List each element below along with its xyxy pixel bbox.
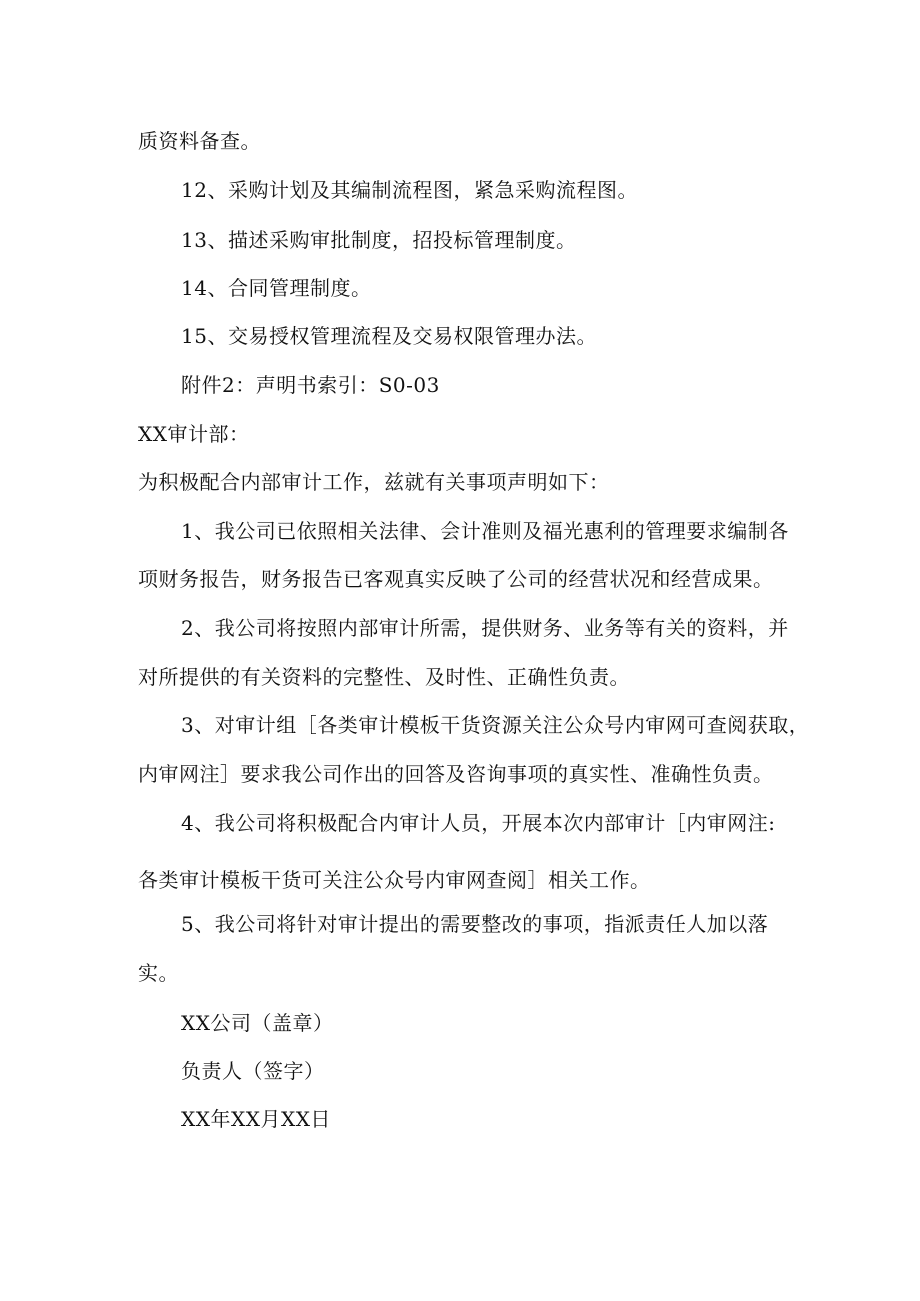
declaration-intro: 为积极配合内部审计工作，兹就有关事项声明如下： xyxy=(138,470,610,494)
declaration-item-1-line-2: 项财务报告，财务报告已客观真实反映了公司的经营状况和经营成果。 xyxy=(138,567,774,591)
list-item-14: 14、合同管理制度。 xyxy=(181,276,372,300)
list-item-15: 15、交易授权管理流程及交易权限管理办法。 xyxy=(181,324,597,348)
declaration-item-3-line-2: 内审网注］要求我公司作出的回答及咨询事项的真实性、准确性负责。 xyxy=(138,762,774,786)
text-line-continuation: 质资料备查。 xyxy=(138,129,261,153)
company-seal-line: XX公司（盖章） xyxy=(181,1011,334,1035)
declaration-item-4-line-1: 4、我公司将积极配合内审计人员，开展本次内部审计［内审网注: xyxy=(181,811,776,835)
date-line: XX年XX月XX日 xyxy=(181,1107,331,1131)
attachment-heading: 附件2：声明书索引：S0-03 xyxy=(181,373,440,397)
declaration-item-2-line-2: 对所提供的有关资料的完整性、及时性、正确性负责。 xyxy=(138,665,630,689)
list-item-13: 13、描述采购审批制度，招投标管理制度。 xyxy=(181,228,577,252)
declaration-item-3-line-1: 3、对审计组［各类审计模板干货资源关注公众号内审网可查阅获取， xyxy=(181,713,810,737)
addressee: XX审计部： xyxy=(138,422,250,446)
declaration-item-4-line-2: 各类审计模板干货可关注公众号内审网查阅］相关工作。 xyxy=(138,868,651,892)
list-item-12: 12、采购计划及其编制流程图，紧急采购流程图。 xyxy=(181,178,638,202)
declaration-item-5-line-1: 5、我公司将针对审计提出的需要整改的事项，指派责任人加以落 xyxy=(181,912,769,936)
declaration-item-1-line-1: 1、我公司已依照相关法律、会计准则及福光惠利的管理要求编制各 xyxy=(181,519,789,543)
signatory-line: 负责人（签字） xyxy=(181,1059,325,1083)
declaration-item-5-line-2: 实。 xyxy=(138,961,179,985)
declaration-item-2-line-1: 2、我公司将按照内部审计所需，提供财务、业务等有关的资料，并 xyxy=(181,616,789,640)
